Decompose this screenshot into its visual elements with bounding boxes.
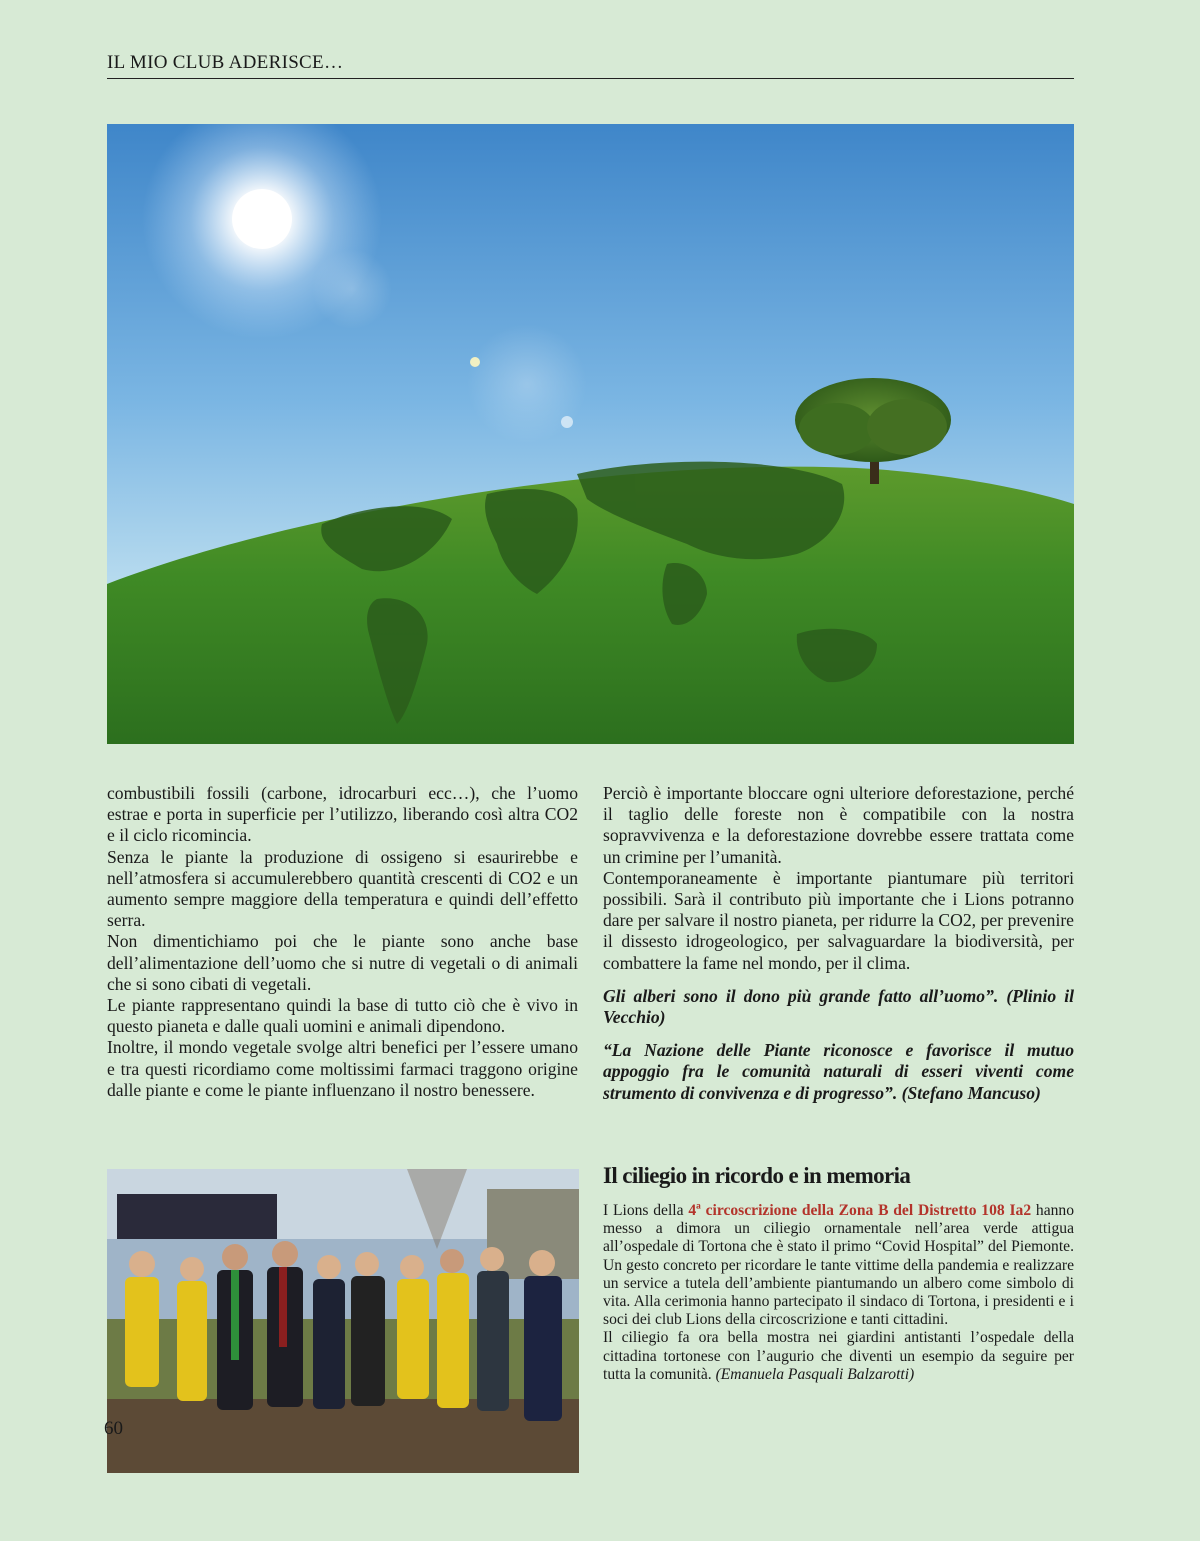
running-header: IL MIO CLUB ADERISCE… — [107, 52, 1074, 79]
right-column — [603, 783, 1074, 1104]
page-number: 60 — [104, 1418, 123, 1439]
paragraph: Senza le piante la produzione di ossigeno si esaurirebbe e nell’atmosfera si accumulerebbero quantità crescenti di CO2 e un aumento sempre maggiore della temperatura e quindi dell’effetto serra. — [107, 846, 578, 931]
paragraph: Contemporaneamente è importante piantumare più territori possibili. Sarà il contributo più importante che i Lions potranno dare per salvare il nostro pianeta, per ridurre la CO2, per prevenire il dissesto idrogeologico, per salvaguardare la biodiversità, per combattere la fame nel mondo, per il clima. — [603, 867, 1074, 973]
group-photo — [107, 1169, 579, 1473]
article-signature: (Emanuela Pasquali Balzarotti) — [715, 1365, 915, 1383]
article-highlight: 4ª circoscrizione della Zona B del Distretto 108 Ia2 — [688, 1202, 1032, 1219]
article-ciliegio — [603, 1163, 1074, 1384]
article-intro: I Lions della — [603, 1202, 689, 1219]
article-paragraph — [603, 1202, 1074, 1329]
article-title: Il ciliegio in ricordo e in memoria — [603, 1163, 911, 1188]
article-body-1: hanno messo a dimora un ciliegio ornamentale nell’area verde attigua all’ospedale di Tortona che è stato il primo “Covid Hospital” del Piemonte. Un gesto concreto per ricordare le tante vittime della pandemia e realizzare un service a tutela dell’ambiente piantumando un albero come simbolo di vita. Alla cerimonia hanno partecipato il sindaco di Tortona, i presidenti e i soci dei club Lions della circoscrizione e tanti cittadini. — [603, 1202, 1074, 1329]
paragraph: Non dimentichiamo poi che le piante sono anche base dell’alimentazione dell’uomo che si nutre di vegetali o di animali che si sono cibati di vegetali. — [107, 931, 578, 994]
paragraph: combustibili fossili (carbone, idrocarburi ecc…), che l’uomo estrae e porta in superficie per l’utilizzo, liberando così altra CO2 e il ciclo ricomincia. — [107, 783, 578, 846]
quote-plinio: Gli alberi sono il dono più grande fatto all’uomo”. (Plinio il Vecchio) — [603, 985, 1074, 1028]
quote-mancuso: “La Nazione delle Piante riconosce e favorisce il mutuo appoggio fra le comunità naturali di esseri viventi come strumento di convivenza e di progresso”. (Stefano Mancuso) — [603, 1040, 1074, 1103]
paragraph: Perciò è importante bloccare ogni ulteriore deforestazione, perché il taglio delle foreste non è compatibile con la nostra sopravvivenza e la deforestazione dovrebbe essere trattata come un crimine per l’umanità. — [603, 783, 1074, 867]
article-body-2: Il ciliegio fa ora bella mostra nei giardini antistanti l’ospedale della cittadina tortonese con l’augurio che diventi un esempio da seguire per tutta la comunità. — [603, 1329, 1074, 1383]
left-column — [107, 783, 578, 1101]
paragraph: Le piante rappresentano quindi la base di tutto ciò che è vivo in questo pianeta e dalle quali uomini e animali dipendono. — [107, 995, 578, 1037]
article-paragraph — [603, 1329, 1074, 1384]
hero-image — [107, 124, 1074, 744]
paragraph: Inoltre, il mondo vegetale svolge altri benefici per l’essere umano e tra questi ricordiamo come moltissimi farmaci traggono origine dalle piante e come le piante influenzano il nostro benessere. — [107, 1037, 578, 1100]
